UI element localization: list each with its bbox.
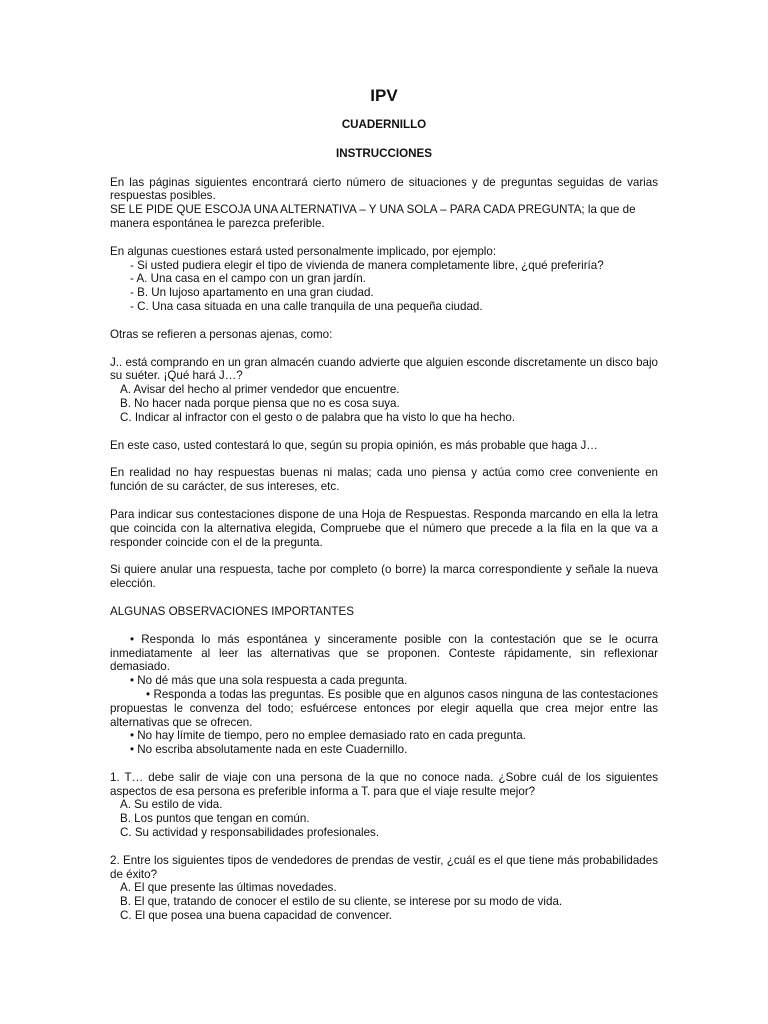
question-1-option-b: B. Los puntos que tengan en común. xyxy=(120,812,310,826)
document-body xyxy=(110,86,658,923)
question-1 xyxy=(110,771,658,840)
answer-sheet-paragraph: Para indicar sus contestaciones dispone de una Hoja de Respuestas. Responda marcando en ella la letra que coincida con la alternativa elegida, Compruebe que el número que precede a la fila en la que va a responder coincide con el de la pregunta. xyxy=(110,507,658,549)
observation-item: • No dé más que una sola respuesta a cada pregunta. xyxy=(130,674,408,688)
instructions-heading: INSTRUCCIONES xyxy=(336,146,432,160)
question-1-text: 1. T… debe salir de viaje con una persona de la que no conoce nada. ¿Sobre cuál de los siguientes aspectos de esa persona es preferible informa a T. para que el viaje resulte mejor? xyxy=(110,770,658,798)
example-2-question: J.. está comprando en un gran almacén cuando advierte que alguien esconde discretamente un disco bajo su suéter. ¡Qué hará J…? xyxy=(110,355,658,383)
intro-paragraph-1: En las páginas siguientes encontrará cierto número de situaciones y de preguntas seguidas de varias respuestas posibles. xyxy=(110,175,658,203)
observations-heading: ALGUNAS OBSERVACIONES IMPORTANTES xyxy=(110,604,354,618)
example-2-note: En este caso, usted contestará lo que, según su propia opinión, es más probable que haga J… xyxy=(110,438,598,452)
example-2 xyxy=(110,356,658,425)
question-2-text: 2. Entre los siguientes tipos de vendedores de prendas de vestir, ¿cuál es el que tiene más probabilidades de éxito? xyxy=(110,853,658,881)
example-1-option-c: - C. Una casa situada en una calle tranquila de una pequeña ciudad. xyxy=(130,299,483,313)
document-title: IPV xyxy=(370,86,398,105)
observation-item: • No hay límite de tiempo, pero no emplee demasiado rato en cada pregunta. xyxy=(130,729,526,743)
observation-item: • Responda a todas las preguntas. Es posible que en algunos casos ninguna de las contestaciones propuestas le convenza del todo; esfuércese entonces por elegir aquella que crea mejor entre las alternativas que se ofrecen. xyxy=(110,687,658,729)
example-1-option-b: - B. Un lujoso apartamento en una gran ciudad. xyxy=(130,286,374,300)
question-2-option-b: B. El que, tratando de conocer el estilo de su cliente, se interese por su modo de vida. xyxy=(120,895,563,909)
document-subtitle: CUADERNILLO xyxy=(341,118,427,131)
no-right-answers-paragraph: En realidad no hay respuestas buenas ni malas; cada uno piensa y actúa como cree conveniente en función de su carácter, de sus intereses, etc. xyxy=(110,466,658,494)
observation-item: • Responda lo más espontánea y sinceramente posible con la contestación que se le ocurra inmediatamente al leer las alternativas que se proponen. Conteste rápidamente, sin reflexionar demasiado. xyxy=(110,632,658,674)
question-1-option-a: A. Su estilo de vida. xyxy=(120,798,223,812)
question-2-option-c: C. El que posea una buena capacidad de convencer. xyxy=(120,909,393,923)
cancel-answer-paragraph: Si quiere anular una respuesta, tache por completo (o borre) la marca correspondiente y señale la nueva elección. xyxy=(110,563,658,591)
example-2-option-a: A. Avisar del hecho al primer vendedor que encuentre. xyxy=(120,383,400,397)
example-2-option-b: B. No hacer nada porque piensa que no es cosa suya. xyxy=(120,396,400,410)
question-2 xyxy=(110,854,658,923)
question-2-option-a: A. El que presente las últimas novedades. xyxy=(120,881,337,895)
example-1-question: - Si usted pudiera elegir el tipo de vivienda de manera completamente libre, ¿qué preferiría? xyxy=(130,258,604,272)
example-1-option-a: - A. Una casa en el campo con un gran jardín. xyxy=(130,272,366,286)
observation-item: • No escriba absolutamente nada en este Cuadernillo. xyxy=(130,743,408,757)
example-1 xyxy=(110,245,658,314)
intro-paragraph-2: SE LE PIDE QUE ESCOJA UNA ALTERNATIVA – Y UNA SOLA – PARA CADA PREGUNTA; la que de manera espontánea le parezca preferible. xyxy=(110,203,636,230)
example-2-intro: Otras se refieren a personas ajenas, como: xyxy=(110,327,333,341)
observations-list xyxy=(110,633,658,757)
question-1-option-c: C. Su actividad y responsabilidades profesionales. xyxy=(120,826,380,840)
example-2-option-c: C. Indicar al infractor con el gesto o de palabra que ha visto lo que ha hecho. xyxy=(120,410,516,424)
intro-block xyxy=(110,176,658,231)
example-1-intro: En algunas cuestiones estará usted personalmente implicado, por ejemplo: xyxy=(110,244,497,258)
